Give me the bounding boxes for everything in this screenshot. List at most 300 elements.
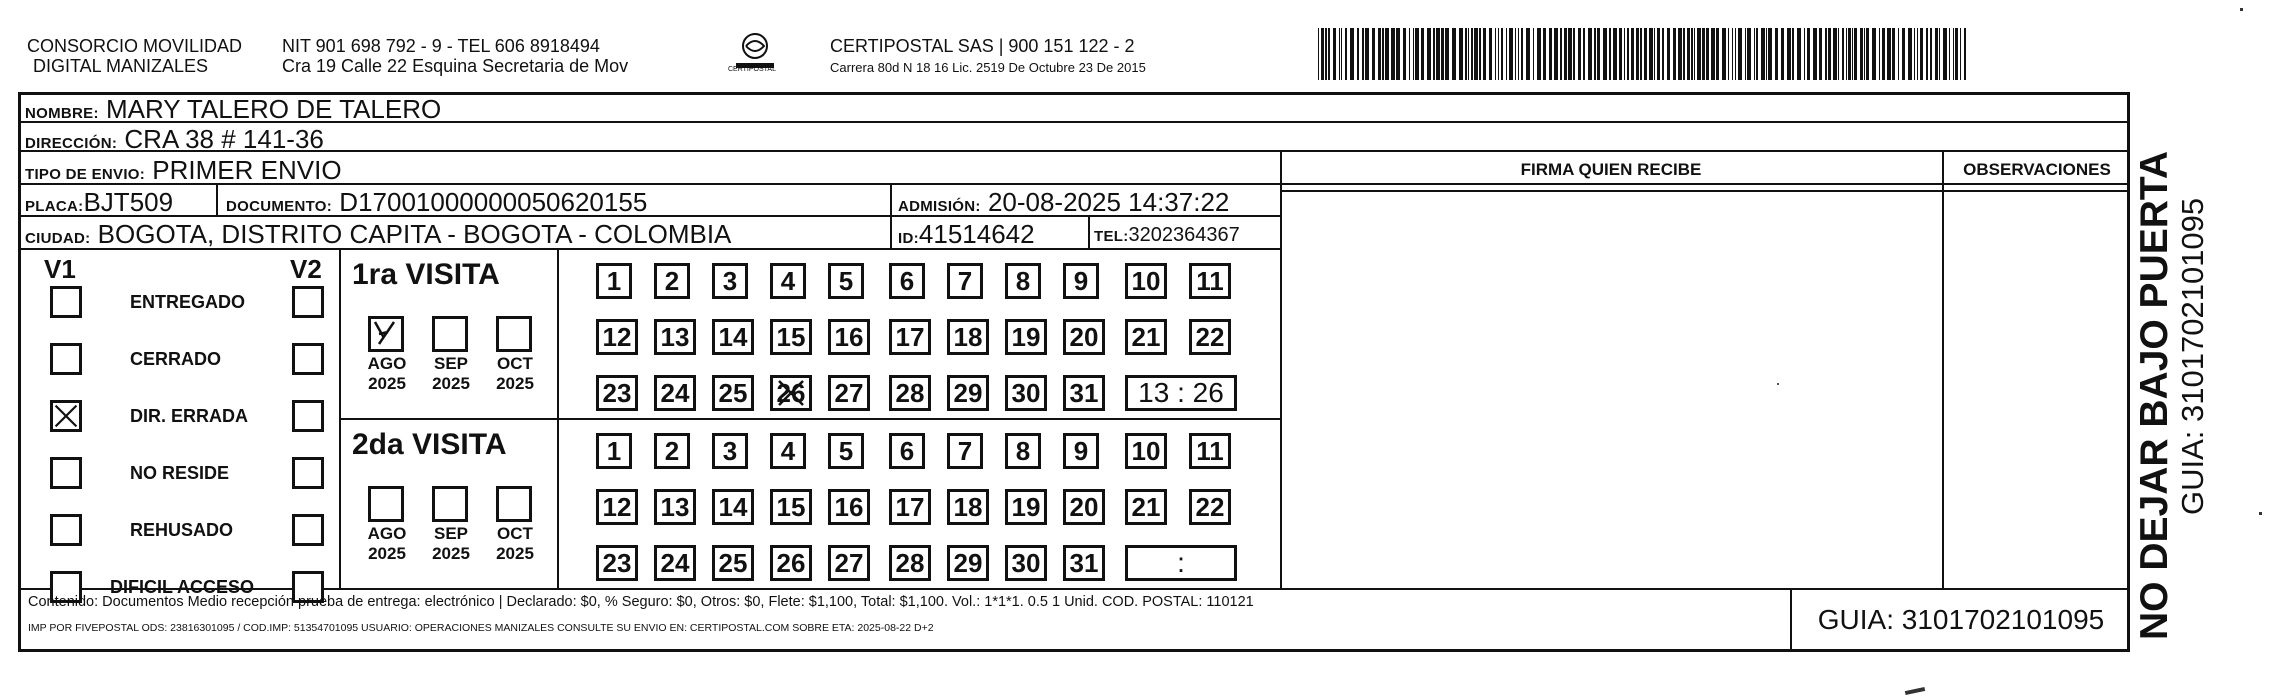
- day-number: 29: [953, 547, 983, 578]
- day-number: 17: [895, 491, 925, 522]
- id-row: [898, 219, 1035, 250]
- logo-caption: CERTIPOSTAL: [728, 66, 776, 73]
- status-label: DIFICIL ACCESO: [110, 577, 255, 597]
- barcode-bar: [1852, 28, 1853, 80]
- direccion-row: [25, 124, 324, 155]
- admision-row: [898, 187, 1229, 218]
- month-label: AGO: [367, 524, 407, 543]
- barcode-bar: [1649, 28, 1653, 80]
- barcode-bar: [1403, 28, 1406, 80]
- barcode-bar: [1804, 28, 1805, 80]
- day-cell[interactable]: [712, 545, 754, 581]
- day-cell[interactable]: [1125, 489, 1167, 525]
- v2-checkbox[interactable]: [292, 400, 324, 432]
- firma-header: FIRMA QUIEN RECIBE: [1520, 160, 1702, 179]
- barcode-bar: [1465, 28, 1467, 80]
- day-cell[interactable]: [596, 433, 632, 469]
- scan-speck: [1905, 687, 1925, 695]
- day-number: 28: [895, 377, 925, 408]
- barcode-bar: [1549, 28, 1552, 80]
- day-cell[interactable]: [889, 263, 925, 299]
- day-number: 3: [722, 265, 738, 296]
- barcode-bar: [1842, 28, 1844, 80]
- barcode-bar: [1573, 28, 1575, 80]
- day-cell[interactable]: [1005, 489, 1047, 525]
- barcode-bar: [1441, 28, 1444, 80]
- day-cell[interactable]: [596, 319, 638, 355]
- year-label: 2025: [368, 544, 406, 563]
- day-cell[interactable]: [1063, 319, 1105, 355]
- placa-label: PLACA:: [25, 198, 84, 215]
- day-number: 9: [1073, 265, 1089, 296]
- day-number: 27: [834, 377, 864, 408]
- day-number: 25: [718, 547, 748, 578]
- barcode-bar: [1619, 28, 1622, 80]
- year-label: 2025: [432, 374, 470, 393]
- barcode-bar: [1813, 28, 1817, 80]
- barcode-bar: [1506, 28, 1507, 80]
- day-number: 30: [1011, 377, 1041, 408]
- day-cell[interactable]: [770, 545, 812, 581]
- barcode-bar: [1560, 28, 1562, 80]
- year-label: 2025: [496, 374, 534, 393]
- barcode-bar: [1498, 28, 1499, 80]
- day-cell[interactable]: [654, 319, 696, 355]
- barcode-bar: [1533, 28, 1534, 80]
- day-number: 26: [776, 547, 806, 578]
- barcode-bar: [1613, 28, 1617, 80]
- year-label: 2025: [496, 544, 534, 563]
- barcode-bar: [1694, 28, 1695, 80]
- time-value: 13 : 26: [1138, 377, 1224, 408]
- barcode-bar: [1722, 28, 1726, 80]
- barcode-bar: [1636, 28, 1639, 80]
- day-cell[interactable]: [712, 319, 754, 355]
- day-number: 14: [718, 491, 748, 522]
- barcode-bar: [1378, 28, 1381, 80]
- day-number: 8: [1015, 265, 1031, 296]
- day-number: 18: [953, 321, 983, 352]
- barcode-bar: [1597, 28, 1600, 80]
- ciudad-value: BOGOTA, DISTRITO CAPITA - BOGOTA - COLOMBIA: [97, 219, 732, 249]
- day-cell[interactable]: [947, 489, 989, 525]
- barcode-bar: [1935, 28, 1938, 80]
- barcode-bar: [1339, 28, 1340, 80]
- barcode-bar: [1413, 28, 1414, 80]
- day-cell[interactable]: [1189, 489, 1231, 525]
- status-label: DIR. ERRADA: [130, 406, 249, 426]
- day-cell[interactable]: [947, 545, 989, 581]
- day-cell[interactable]: [828, 545, 870, 581]
- barcode-bar: [1706, 28, 1709, 80]
- barcode-bar: [1828, 28, 1831, 80]
- day-cell[interactable]: [1125, 319, 1167, 355]
- barcode-bar: [1421, 28, 1424, 80]
- barcode-bar: [1766, 28, 1767, 80]
- day-cell[interactable]: [770, 263, 806, 299]
- day-number: 27: [834, 547, 864, 578]
- day-cell[interactable]: [654, 545, 696, 581]
- v2-checkbox[interactable]: [292, 457, 324, 489]
- day-number: 1: [606, 435, 622, 466]
- barcode-bar: [1678, 28, 1682, 80]
- barcode-bar: [1833, 28, 1837, 80]
- barcode-bar: [1564, 28, 1567, 80]
- barcode-bar: [1554, 28, 1558, 80]
- barcode-bar: [1747, 28, 1751, 80]
- footer-guia: GUIA: 3101702101095: [1817, 604, 2105, 635]
- month-checkbox[interactable]: [368, 316, 404, 352]
- day-cell[interactable]: [1063, 489, 1105, 525]
- barcode-bar: [1396, 28, 1400, 80]
- barcode-bar: [1745, 28, 1746, 80]
- day-cell[interactable]: [947, 433, 983, 469]
- barcode-bar: [1436, 28, 1440, 80]
- scan-speck: [2240, 8, 2243, 11]
- day-cell[interactable]: [596, 545, 638, 581]
- barcode-bar: [1797, 28, 1801, 80]
- tel-value: 3202364367: [1128, 224, 1240, 246]
- v2-checkbox[interactable]: [292, 286, 324, 318]
- day-number: 10: [1131, 435, 1161, 466]
- visit-title: 1ra VISITA: [352, 258, 500, 291]
- barcode-bar: [1459, 28, 1463, 80]
- day-cell[interactable]: [654, 263, 690, 299]
- day-cell[interactable]: [889, 545, 931, 581]
- day-number: 17: [895, 321, 925, 352]
- barcode-bar: [1807, 28, 1810, 80]
- day-cell[interactable]: [1125, 263, 1167, 299]
- day-number: 24: [660, 377, 690, 408]
- day-cell[interactable]: [1005, 545, 1047, 581]
- barcode-bar: [1964, 28, 1966, 80]
- barcode-bar: [1321, 28, 1324, 80]
- barcode-bar: [1887, 28, 1891, 80]
- day-cell[interactable]: [828, 433, 864, 469]
- day-number: 25: [718, 377, 748, 408]
- day-cell[interactable]: [1189, 263, 1231, 299]
- barcode-bar: [1864, 28, 1865, 80]
- day-number: 11: [1196, 435, 1224, 466]
- month-checkbox[interactable]: [496, 316, 532, 352]
- scan-speck: [1777, 383, 1779, 385]
- day-number: 7: [957, 265, 973, 296]
- barcode-bar: [1341, 28, 1342, 80]
- day-cell[interactable]: [1063, 263, 1099, 299]
- day-cell[interactable]: [770, 375, 812, 411]
- day-cell[interactable]: [889, 375, 931, 411]
- barcode-bar: [1667, 28, 1670, 80]
- barcode-bar: [1882, 28, 1885, 80]
- month-checkbox[interactable]: [368, 486, 404, 522]
- day-number: 14: [718, 321, 748, 352]
- barcode-bar: [1939, 28, 1940, 80]
- barcode-bar: [1515, 28, 1516, 80]
- barcode-bar: [1735, 28, 1736, 80]
- v1-checkbox[interactable]: [50, 514, 82, 546]
- day-cell[interactable]: [654, 433, 690, 469]
- day-cell[interactable]: [1063, 545, 1105, 581]
- documento-label: DOCUMENTO:: [226, 198, 333, 215]
- tipo-envio-label: TIPO DE ENVIO:: [25, 166, 146, 183]
- barcode-bar: [1372, 28, 1375, 80]
- barcode-bar: [1687, 28, 1690, 80]
- barcode-bar: [1537, 28, 1541, 80]
- barcode-bar: [1415, 28, 1419, 80]
- admision-value: 20-08-2025 14:37:22: [987, 187, 1230, 217]
- day-cell[interactable]: [1125, 433, 1167, 469]
- day-number: 16: [834, 491, 864, 522]
- barcode-bar: [1754, 28, 1755, 80]
- day-number: 10: [1131, 265, 1161, 296]
- day-number: 3: [722, 435, 738, 466]
- barcode-bar: [1568, 28, 1572, 80]
- day-number: 20: [1069, 321, 1099, 352]
- day-cell[interactable]: [947, 375, 989, 411]
- barcode-bar: [1603, 28, 1607, 80]
- v1-checkbox[interactable]: [50, 400, 82, 432]
- day-number: 4: [780, 265, 796, 296]
- day-number: 9: [1073, 435, 1089, 466]
- barcode-bar: [1325, 28, 1327, 80]
- day-number: 12: [602, 321, 632, 352]
- documento-row: [226, 187, 647, 218]
- barcode-bar: [1787, 28, 1791, 80]
- v1-label: V1: [44, 254, 76, 284]
- day-number: 13: [660, 321, 690, 352]
- v2-label: V2: [290, 254, 322, 284]
- side-guia: GUIA: 3101702101095: [2175, 197, 2210, 515]
- day-number: 22: [1195, 321, 1225, 352]
- day-cell[interactable]: [654, 375, 696, 411]
- ciudad-label: CIUDAD:: [25, 230, 91, 247]
- day-cell[interactable]: [828, 375, 870, 411]
- footer-contenido: Contenido: Documentos Medio recepción prueba de entrega: electrónico | Declarado: $0, % Seguro: $0, Otros: $0, Flete: $1,100, Total: $1,100. Vol.: 1*1*1. 0.5 1 Unid. COD. POSTAL: 110121: [28, 594, 1254, 610]
- barcode: [1318, 28, 1966, 80]
- barcode-bar: [1914, 28, 1915, 80]
- barcode-bar: [1738, 28, 1742, 80]
- direccion-label: DIRECCIÓN:: [25, 135, 118, 152]
- barcode-bar: [1543, 28, 1546, 80]
- id-label: ID:: [898, 230, 919, 247]
- day-cell[interactable]: [889, 489, 931, 525]
- day-cell[interactable]: [828, 319, 870, 355]
- v2-checkbox[interactable]: [292, 514, 324, 546]
- v1-checkbox[interactable]: [50, 286, 82, 318]
- barcode-bar: [1654, 28, 1655, 80]
- barcode-bar: [1518, 28, 1519, 80]
- barcode-bar: [1792, 28, 1794, 80]
- barcode-bar: [1609, 28, 1611, 80]
- day-number: 7: [957, 435, 973, 466]
- barcode-bar: [1702, 28, 1705, 80]
- day-cell[interactable]: [889, 433, 925, 469]
- barcode-bar: [1501, 28, 1503, 80]
- day-number: 13: [660, 491, 690, 522]
- v1-checkbox[interactable]: [50, 457, 82, 489]
- day-number: 5: [838, 265, 854, 296]
- day-number: 23: [602, 377, 632, 408]
- barcode-bar: [1691, 28, 1693, 80]
- day-number: 29: [953, 377, 983, 408]
- barcode-bar: [1866, 28, 1869, 80]
- v2-checkbox[interactable]: [292, 343, 324, 375]
- barcode-bar: [1583, 28, 1585, 80]
- barcode-bar: [1955, 28, 1958, 80]
- day-cell[interactable]: [770, 489, 812, 525]
- day-number: 21: [1131, 321, 1161, 352]
- day-number: 24: [660, 547, 690, 578]
- barcode-bar: [1350, 28, 1354, 80]
- day-cell[interactable]: [770, 433, 806, 469]
- barcode-bar: [1509, 28, 1513, 80]
- day-cell[interactable]: [889, 319, 931, 355]
- barcode-bar: [1657, 28, 1660, 80]
- day-cell[interactable]: [1189, 433, 1231, 469]
- barcode-bar: [1662, 28, 1664, 80]
- day-cell[interactable]: [947, 263, 983, 299]
- barcode-bar: [1902, 28, 1905, 80]
- barcode-bar: [1452, 28, 1456, 80]
- day-cell[interactable]: [770, 319, 812, 355]
- day-number: 4: [780, 435, 796, 466]
- barcode-bar: [1846, 28, 1847, 80]
- barcode-bar: [1949, 28, 1950, 80]
- month-checkbox[interactable]: [496, 486, 532, 522]
- barcode-bar: [1930, 28, 1932, 80]
- day-number: 22: [1195, 491, 1225, 522]
- barcode-bar: [1732, 28, 1733, 80]
- visit-title: 2da VISITA: [352, 428, 507, 461]
- nombre-row: [25, 94, 441, 125]
- barcode-bar: [1578, 28, 1581, 80]
- barcode-bar: [1483, 28, 1486, 80]
- time-field[interactable]: [1125, 545, 1237, 581]
- day-cell[interactable]: [1005, 433, 1041, 469]
- day-number: 15: [776, 321, 806, 352]
- barcode-bar: [1468, 28, 1469, 80]
- direccion-value: CRA 38 # 141-36: [124, 124, 324, 154]
- day-cell[interactable]: [654, 489, 696, 525]
- barcode-bar: [1920, 28, 1923, 80]
- day-number: 6: [899, 265, 915, 296]
- status-label: CERRADO: [130, 349, 222, 369]
- day-number: 31: [1069, 547, 1099, 578]
- barcode-bar: [1631, 28, 1634, 80]
- barcode-bar: [1624, 28, 1625, 80]
- tipo-envio-row: [25, 155, 342, 186]
- day-cell[interactable]: [596, 263, 632, 299]
- barcode-bar: [1711, 28, 1715, 80]
- barcode-bar: [1588, 28, 1592, 80]
- barcode-bar: [1445, 28, 1449, 80]
- ciudad-row: [25, 219, 731, 250]
- barcode-bar: [1728, 28, 1729, 80]
- day-cell[interactable]: [828, 263, 864, 299]
- barcode-bar: [1382, 28, 1384, 80]
- barcode-bar: [1673, 28, 1676, 80]
- status-label: REHUSADO: [130, 520, 234, 540]
- barcode-bar: [1357, 28, 1359, 80]
- day-cell[interactable]: [1189, 319, 1231, 355]
- company-name-line1: CONSORCIO MOVILIDAD: [27, 36, 243, 56]
- day-cell[interactable]: [1063, 375, 1105, 411]
- day-cell[interactable]: [1063, 433, 1099, 469]
- nombre-value: MARY TALERO DE TALERO: [106, 94, 442, 124]
- status-label: ENTREGADO: [130, 292, 246, 312]
- address-line: Cra 19 Calle 22 Esquina Secretaria de Mov: [282, 56, 629, 76]
- barcode-bar: [1768, 28, 1772, 80]
- day-cell[interactable]: [596, 375, 638, 411]
- month-checkbox[interactable]: [432, 486, 468, 522]
- barcode-bar: [1495, 28, 1496, 80]
- barcode-bar: [1427, 28, 1431, 80]
- barcode-bar: [1908, 28, 1912, 80]
- barcode-bar: [1960, 28, 1961, 80]
- month-label: AGO: [367, 354, 407, 373]
- barcode-bar: [1756, 28, 1758, 80]
- year-label: 2025: [368, 374, 406, 393]
- barcode-bar: [1898, 28, 1899, 80]
- barcode-bar: [1860, 28, 1863, 80]
- month-label: OCT: [497, 524, 533, 543]
- barcode-bar: [1683, 28, 1685, 80]
- day-cell[interactable]: [712, 263, 748, 299]
- day-number: 18: [953, 491, 983, 522]
- barcode-bar: [1775, 28, 1778, 80]
- day-cell[interactable]: [712, 433, 748, 469]
- barcode-bar: [1953, 28, 1954, 80]
- time-field[interactable]: [1125, 375, 1237, 411]
- v1-checkbox[interactable]: [50, 343, 82, 375]
- placa-row: [25, 187, 173, 218]
- barcode-bar: [1526, 28, 1530, 80]
- barcode-bar: [1716, 28, 1719, 80]
- observaciones-header: OBSERVACIONES: [1963, 160, 2111, 179]
- day-cell[interactable]: [712, 375, 754, 411]
- barcode-bar: [1479, 28, 1481, 80]
- documento-value: D17001000000050620155: [339, 187, 648, 217]
- certipostal-line1: CERTIPOSTAL SAS | 900 151 122 - 2: [830, 36, 1135, 56]
- day-cell[interactable]: [1005, 375, 1047, 411]
- day-number: 20: [1069, 491, 1099, 522]
- day-cell[interactable]: [1005, 263, 1041, 299]
- day-cell[interactable]: [596, 489, 638, 525]
- nombre-label: NOMBRE:: [25, 105, 99, 122]
- month-checkbox[interactable]: [432, 316, 468, 352]
- barcode-bar: [1838, 28, 1839, 80]
- day-cell[interactable]: [1005, 319, 1047, 355]
- day-number: 8: [1015, 435, 1031, 466]
- day-cell[interactable]: [828, 489, 870, 525]
- barcode-bar: [1489, 28, 1492, 80]
- day-number: 31: [1069, 377, 1099, 408]
- day-number: 15: [776, 491, 806, 522]
- day-number: 30: [1011, 547, 1041, 578]
- day-number: 21: [1131, 491, 1161, 522]
- barcode-bar: [1879, 28, 1880, 80]
- barcode-bar: [1848, 28, 1851, 80]
- day-number: 2: [664, 265, 680, 296]
- day-number: 5: [838, 435, 854, 466]
- barcode-bar: [1409, 28, 1410, 80]
- day-cell[interactable]: [947, 319, 989, 355]
- month-label: OCT: [497, 354, 533, 373]
- barcode-bar: [1943, 28, 1947, 80]
- day-number: 12: [602, 491, 632, 522]
- day-cell[interactable]: [712, 489, 754, 525]
- time-value: :: [1177, 547, 1185, 578]
